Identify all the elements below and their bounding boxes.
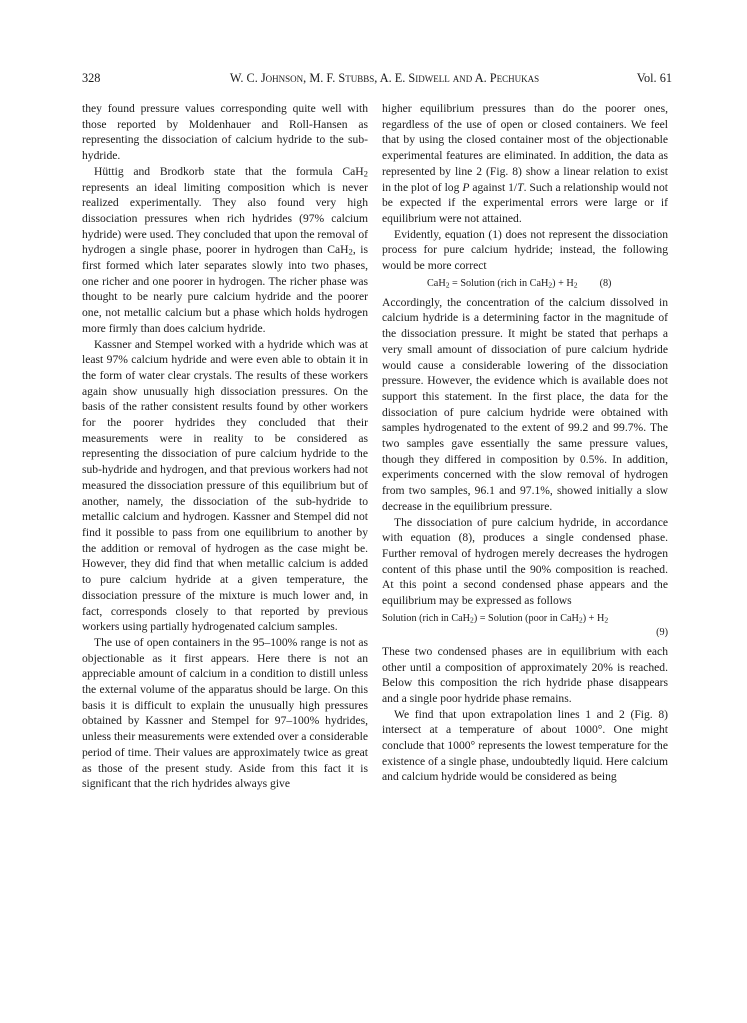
subscript: 2 [445, 280, 450, 290]
equation-9 [382, 612, 668, 640]
equation-number: (9) [656, 626, 668, 638]
variable: T [517, 180, 524, 194]
text-run: Hüttig and Brodkorb state that the formula CaH [94, 164, 364, 178]
text-run: = Solution (rich in CaH [449, 277, 549, 289]
paragraph: Kassner and Stempel worked with a hydride which was at least 97% calcium hydride and were even able to obtain it in the form of water clear crystals. The results of these workers again show unusually high dissociation pressures. On the basis of the rather consistent results found by other workers for the poorer hydrides they concluded that their measurements were in reality to be considered as representing the dissociation of pure calcium hydride to the sub-hydride and hydrogen, and that previous workers had not measured the dissociation pressure of this equilibrium but of another, namely, the dissociation of the sub-hydride to metallic calcium and hydrogen. Kassner and Stempel did not find it possible to pass from one equilibrium to another by the addition or removal of hydrogen as the case might be. However, they did find that when metallic calcium is added to pure calcium hydride at a given temperature, the dissociation pressure of the mixture is much lower and, in fact, corresponds closely to that reported by previous workers using partially hydrogenated calcium samples. [82, 337, 368, 634]
subscript: 2 [578, 615, 583, 625]
text-run: ) + H [552, 277, 574, 289]
subscript: 2 [363, 168, 368, 179]
subscript: 2 [548, 280, 553, 290]
text-run: higher equilibrium pressures than do the poorer ones, regardless of the use of open or closed containers. We feel that by using the closed container most of the objectionable experimental features are eliminated. In addition, the data as represented by line 2 (Fig. 8) show a linear relation to exist in the plot of log [382, 102, 668, 194]
subscript: 2 [470, 615, 474, 625]
subscript: 2 [604, 615, 609, 625]
text-run: CaH [427, 277, 446, 289]
equation-8 [382, 277, 668, 291]
text-run: represents an ideal limiting composition which is never realized experimentally. They also found very high dissociation pressures when rich hydrides (97% calcium hydride) were used. They concluded that upon the removal of hydrogen a single phase, poorer in hydrogen than CaH [82, 180, 368, 257]
text-run: Solution (rich in CaH [382, 612, 471, 624]
volume-label: Vol. 61 [636, 71, 672, 85]
paragraph: they found pressure values corresponding quite well with those reported by Moldenhauer and Roll-Hansen as representing the dissociation of calcium hydride to the sub-hydride. [82, 102, 368, 163]
page-number: 328 [82, 71, 101, 85]
text-run: , is first formed which later separates slowly into two phases, one richer and one poorer in hydrogen. The richer phase was thought to be nearly pure calcium hydride and the poorer one, not metallic calcium but a phase which holds hydrogen more firmly than does calcium hydride. [82, 243, 368, 335]
paragraph [382, 101, 668, 227]
equation-number: (8) [599, 277, 612, 289]
paragraph: The dissociation of pure calcium hydride, in accordance with equation (8), produces a single condensed phase. Further removal of hydrogen merely decreases the hydrogen content of this phase until the 90% composition is reached. At this point a second condensed phase appears and the equilibrium may be expressed as follows [382, 515, 668, 608]
left-column [82, 101, 368, 792]
paragraph: Accordingly, the concentration of the calcium dissolved in calcium hydride is a determining factor in the magnitude of the dissociation pressure. It might be stated that perhaps a very small amount of dissociation of pure calcium hydride would cause a considerable lowering of the dissociation pressure. However, the evidence which is available does not support this statement. In the first place, the data for the dissociation of pure calcium hydride were obtained with samples hydrogenated to the extent of 99.2 and 99.7%. The two samples gave essentially the same pressure values, though they differed in composition by 0.5%. In addition, experiments concerned with the slow removal of hydrogen from two samples, 96.1 and 97.1%, showed initially a slow decrease in the equilibrium pressure. [382, 295, 668, 513]
text-run: . Such a relationship would not be expected if the experimental errors were large or if equilibrium were not attained. [382, 180, 668, 225]
running-header [82, 71, 672, 89]
author-line: W. C. Johnson, M. F. Stubbs, A. E. Sidwell and A. Pechukas [229, 71, 540, 85]
paragraph: We find that upon extrapolation lines 1 and 2 (Fig. 8) intersect at a temperature of about 1000°. One might conclude that 1000° represents the lowest temperature for the existence of a single phase, undoubtedly liquid. Here calcium and calcium hydride would be considered as being [382, 707, 668, 784]
text-run: against 1/ [469, 180, 518, 194]
subscript: 2 [348, 247, 353, 258]
right-column [382, 101, 668, 785]
paragraph [82, 164, 368, 337]
paragraph: The use of open containers in the 95–100% range is not as objectionable as it first appears. Here there is not an appreciable amount of calcium in a condition to distill unless the external volume of the apparatus should be large. On this basis it is difficult to explain the unusually high pressures obtained by Kassner and Stempel for 97–100% hydrides, unless their measurements were extended over a considerable period of time. Their values are approximately twice as great as those of the present study. Aside from this fact it is significant that the rich hydrides always give [82, 635, 368, 791]
variable: P [462, 180, 470, 194]
text-run: ) = Solution (poor in CaH [473, 612, 579, 624]
subscript: 2 [573, 280, 578, 290]
paragraph: Evidently, equation (1) does not represent the dissociation process for pure calcium hydride; instead, the following would be more correct [382, 227, 668, 273]
paragraph: These two condensed phases are in equilibrium with each other until a composition of approximately 20% is reached. Below this composition the rich hydride phase disappears and a single poor hydride phase remains. [382, 644, 668, 705]
text-run: ) + H [582, 612, 605, 624]
